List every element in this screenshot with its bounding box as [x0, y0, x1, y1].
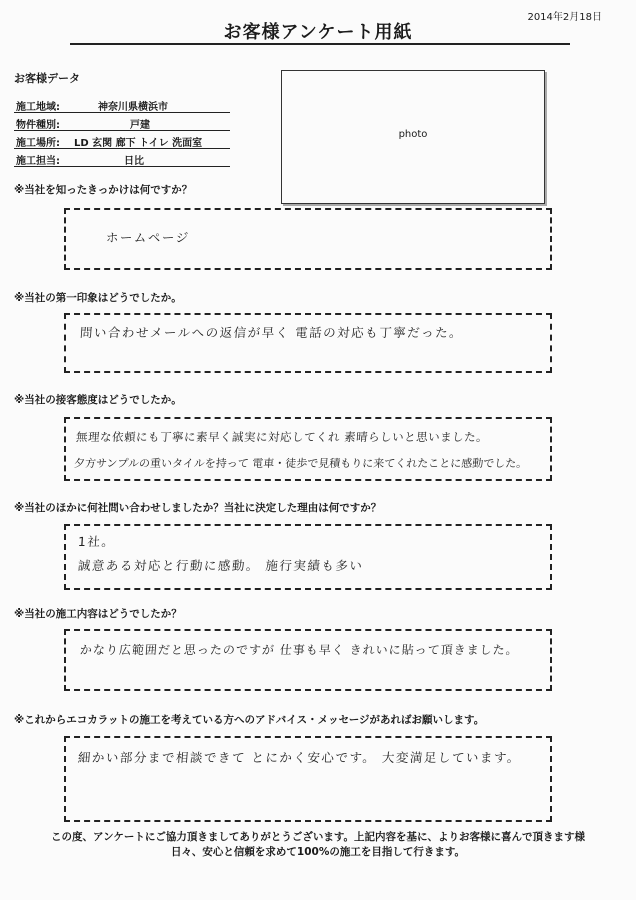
photo-placeholder [281, 70, 545, 204]
survey-date: 2014年2月18日 [527, 12, 602, 23]
question-2: ※当社の第一印象はどうでしたか。 [14, 292, 182, 304]
question-1: ※当社を知ったきっかけは何ですか？ [14, 184, 193, 196]
info-value: LD 玄関 廊下 トイレ 洗面室 [74, 138, 203, 149]
question-3: ※当社の接客態度はどうでしたか。 [14, 394, 182, 406]
info-label: 施工地域: [16, 102, 60, 113]
info-row-area [14, 96, 230, 113]
info-row-location [14, 132, 230, 149]
info-label: 物件種別: [16, 120, 60, 131]
info-value: 戸建 [130, 120, 150, 131]
answer-4-line-1: 1社。 [77, 534, 116, 549]
page-title: お客様アンケート用紙 [223, 22, 413, 43]
question-4: ※当社のほかに何社問い合わせしましたか？当社に決定した理由は何ですか？ [14, 502, 382, 514]
footer-line-2: 日々、安心と信頼を求めて100%の施工を目指して行きます。 [170, 846, 466, 858]
answer-box-1 [64, 208, 552, 270]
answer-box-5 [64, 629, 552, 691]
answer-box-6 [64, 736, 552, 822]
footer-line-1: この度、アンケートにご協力頂きましてありがとうございます。上記内容を基に、よりお客様に喜んで頂きます様 [50, 831, 586, 843]
answer-box-2 [64, 313, 552, 373]
answer-1-line-1: ホームページ [105, 230, 191, 245]
question-5: ※当社の施工内容はどうでしたか？ [14, 608, 182, 620]
answer-5-line-1: かなり広範囲だと思ったのですが 仕事も早く きれいに貼って頂きました。 [79, 643, 520, 657]
info-label: 施工場所: [16, 138, 60, 149]
info-value: 日比 [124, 156, 144, 167]
answer-box-3 [64, 417, 552, 481]
info-row-property-type [14, 114, 230, 131]
info-value: 神奈川県横浜市 [98, 102, 168, 113]
answer-box-4 [64, 524, 552, 590]
info-label: 施工担当: [16, 156, 60, 167]
title-underline [70, 43, 570, 45]
answer-2-line-1: 問い合わせメールへの返信が早く 電話の対応も丁寧だった。 [79, 325, 464, 340]
info-row-staff [14, 150, 230, 167]
answer-4-line-2: 誠意ある対応と行動に感動。 施行実績も多い [77, 558, 364, 573]
answer-3-line-1: 無理な依頼にも丁寧に素早く誠実に対応してくれ 素晴らしいと思いました。 [75, 430, 489, 444]
photo-label: photo [398, 129, 428, 140]
question-6: ※これからエコカラットの施工を考えている方へのアドバイス・メッセージがあればお願いします。 [14, 714, 485, 726]
answer-3-line-2: 夕方サンプルの重いタイルを持って 電車・徒歩で見積もりに来てくれたことに感動でした。 [73, 457, 528, 470]
customer-data-heading: お客様データ [14, 72, 80, 85]
answer-6-line-1: 細かい部分まで相談できて とにかく安心です。 大変満足しています。 [77, 750, 522, 765]
